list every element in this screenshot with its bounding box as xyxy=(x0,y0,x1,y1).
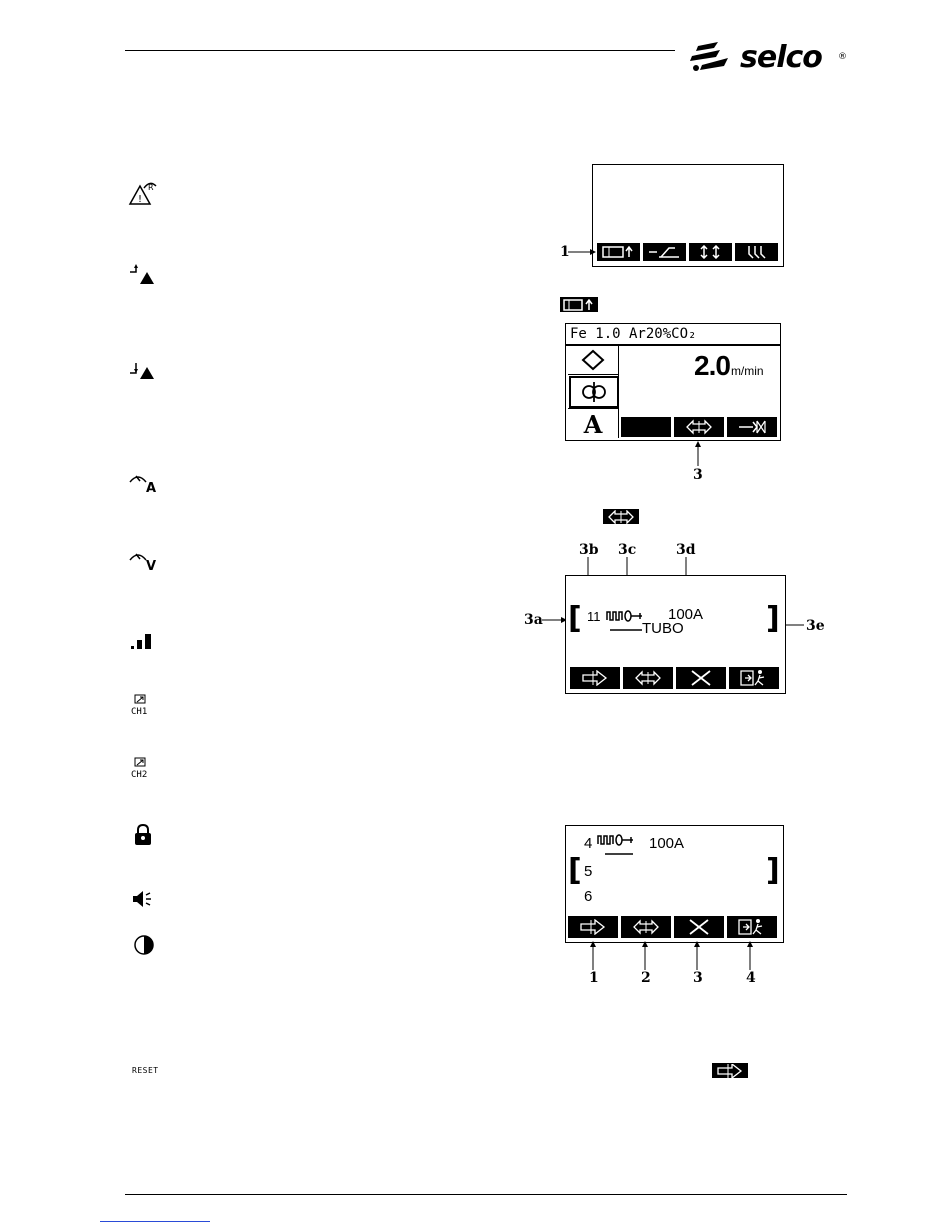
callout-label-3e: 3e xyxy=(806,618,825,634)
softkey-swap[interactable] xyxy=(623,667,673,689)
delete-x-icon xyxy=(689,670,713,686)
callout-label-3d: 3d xyxy=(676,542,696,558)
pulse-torch-icon xyxy=(606,606,646,632)
reset-label: RESET xyxy=(132,1066,159,1075)
brand-name: selco xyxy=(740,40,822,75)
program-memory-ref-icon xyxy=(603,509,639,524)
wire-feed-icon xyxy=(647,245,683,259)
right-bracket: ] xyxy=(766,601,780,636)
ch1-icon xyxy=(128,693,164,721)
arrow-to-bar-icon xyxy=(737,419,767,435)
right-bracket: ] xyxy=(766,853,780,888)
mode-column xyxy=(568,346,619,438)
list-row-5[interactable]: 5 xyxy=(584,863,593,880)
callout-label-1: 1 xyxy=(560,244,570,260)
softkey-blank[interactable] xyxy=(621,417,671,437)
list-row-6[interactable]: 6 xyxy=(584,888,593,905)
softkey-up-down[interactable] xyxy=(689,243,732,261)
program-current: 100A xyxy=(668,606,704,623)
voltage-gauge-icon xyxy=(128,548,164,576)
wire-speed-readout xyxy=(694,350,764,382)
softkey-options[interactable] xyxy=(735,243,778,261)
lcd-screen-4 xyxy=(565,825,784,943)
alarm-warning-icon xyxy=(128,180,164,208)
callout-label-3b: 3b xyxy=(579,542,599,558)
footer-link-underline xyxy=(100,1221,210,1222)
softkey-delete[interactable] xyxy=(674,916,724,938)
softkey-delete[interactable] xyxy=(676,667,726,689)
options-icon xyxy=(739,245,775,259)
program-name: TUBO xyxy=(642,620,684,637)
svg-text:V: V xyxy=(146,559,157,574)
callout-label-4-3: 3 xyxy=(693,970,703,986)
current-mode-label: A xyxy=(583,409,603,439)
left-right-arrow-icon xyxy=(684,419,714,435)
callout-label-3a: 3a xyxy=(524,612,543,628)
screen-select-icon xyxy=(601,245,637,259)
lcd-screen-1 xyxy=(592,164,784,267)
lcd-screen-3 xyxy=(565,575,786,694)
callout-label-4-4: 4 xyxy=(746,970,756,986)
softkey-enter[interactable] xyxy=(568,916,618,938)
exit-door-icon xyxy=(739,669,769,687)
callout-arrow-3 xyxy=(692,440,704,466)
softkey-enter[interactable] xyxy=(570,667,620,689)
lower-limit-warning-icon xyxy=(128,357,164,385)
current-gauge-icon xyxy=(128,470,164,498)
callout-arrows-4 xyxy=(585,940,765,970)
material-gas-header: Fe 1.0 Ar20%CO₂ xyxy=(570,326,697,342)
exit-door-icon xyxy=(737,918,767,936)
signal-bars-icon xyxy=(128,630,164,658)
lcd-screen-2 xyxy=(565,323,781,441)
pulse-torch-icon xyxy=(597,830,637,856)
left-right-arrow-icon xyxy=(631,919,661,935)
callout-label-3c: 3c xyxy=(618,542,637,558)
callout-label-4-1: 1 xyxy=(589,970,599,986)
delete-x-icon xyxy=(687,919,711,935)
softkey-exit-lock[interactable] xyxy=(727,417,777,437)
enter-arrow-icon xyxy=(578,919,608,935)
upper-limit-warning-icon xyxy=(128,262,164,290)
softkey-swap[interactable] xyxy=(621,916,671,938)
diamond-mode-icon[interactable] xyxy=(568,346,618,375)
svg-text:CH1: CH1 xyxy=(131,707,148,717)
svg-text:R: R xyxy=(148,183,154,192)
logo-mark-icon xyxy=(688,38,748,78)
svg-text:A: A xyxy=(146,481,157,496)
enter-arrow-icon xyxy=(580,670,610,686)
left-right-arrow-icon xyxy=(633,670,663,686)
footer-rule xyxy=(125,1194,847,1195)
brand-logo xyxy=(688,38,848,78)
softkey-wire-feed[interactable] xyxy=(643,243,686,261)
callout-label-3: 3 xyxy=(693,467,703,483)
left-bracket: [ xyxy=(568,853,582,888)
softkey-exit[interactable] xyxy=(727,916,777,938)
softkey-exit[interactable] xyxy=(729,667,779,689)
speaker-icon xyxy=(128,886,164,914)
svg-text:!: ! xyxy=(138,194,143,205)
contrast-icon xyxy=(128,932,164,960)
wire-speed-value: 2.0 xyxy=(694,350,730,381)
softkey-program-memory[interactable] xyxy=(674,417,724,437)
callout-label-4-2: 2 xyxy=(641,970,651,986)
current-mode[interactable] xyxy=(568,408,618,439)
left-bracket: [ xyxy=(568,601,582,636)
header-rule xyxy=(125,50,675,51)
ch2-icon xyxy=(128,756,164,784)
registered-mark: ® xyxy=(838,52,847,62)
up-down-arrows-icon xyxy=(693,245,729,259)
wire-speed-unit: m/min xyxy=(730,364,764,378)
softkey-screen-select[interactable] xyxy=(597,243,640,261)
screen-select-ref-icon xyxy=(560,297,598,312)
callout-arrow-1 xyxy=(568,246,598,258)
svg-text:CH2: CH2 xyxy=(131,770,148,780)
program-number: 11 xyxy=(587,609,601,624)
list-row-4[interactable]: 4 xyxy=(584,835,593,852)
wire-speed-mode-icon[interactable] xyxy=(569,376,619,408)
lock-icon xyxy=(128,822,164,850)
row-4-current: 100A xyxy=(649,835,685,852)
enter-ref-icon xyxy=(712,1063,748,1078)
